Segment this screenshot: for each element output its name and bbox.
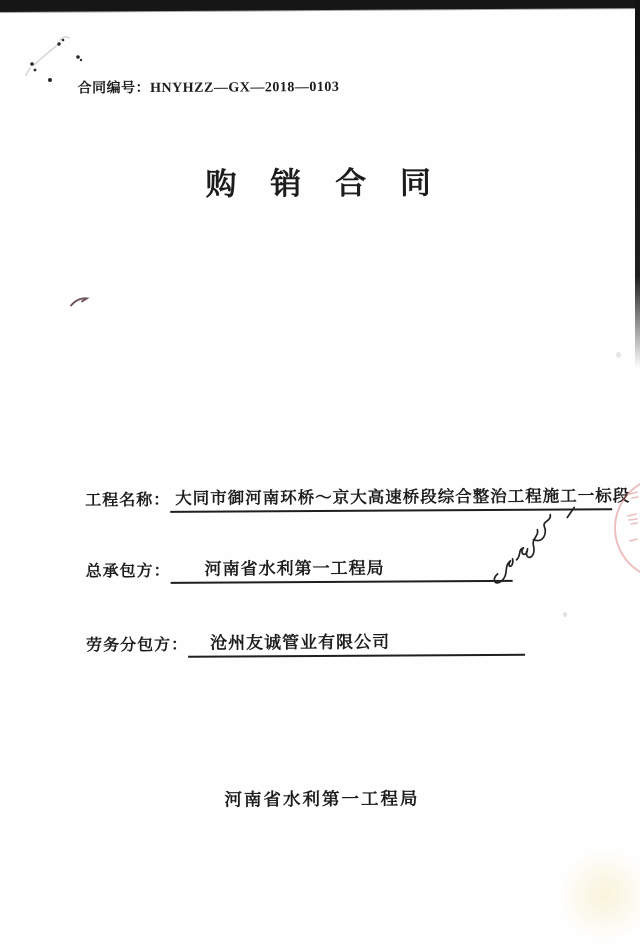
- field-labor-subcontractor: [86, 627, 525, 659]
- field-general-contractor: [86, 553, 513, 585]
- footer-organization: 河南省水利第一工程局: [224, 788, 420, 810]
- pen-mark-icon: [65, 289, 97, 313]
- contract-number-line: [78, 76, 340, 98]
- project-name-value: 大同市御河南环桥～京大高速桥段综合整治工程施工一标段: [170, 482, 612, 513]
- project-name-label: 工程名称：: [85, 491, 171, 510]
- general-contractor-value: 河南省水利第一工程局: [171, 553, 513, 584]
- document-title: 购 销 合 同: [205, 165, 445, 202]
- labor-subcontractor-label: 劳务分包方：: [86, 636, 189, 655]
- handwritten-annotation: [481, 499, 586, 594]
- general-contractor-label: 总承包方：: [85, 562, 171, 581]
- labor-subcontractor-value: 沧州友诚管业有限公司: [188, 627, 525, 658]
- contract-number-value: HNYHZZ—GX—2018—0103: [150, 79, 340, 97]
- red-seal-text-marks: [622, 486, 640, 556]
- contract-number-label: 合同编号：: [77, 81, 151, 97]
- pen-scribble-icon: [14, 28, 114, 98]
